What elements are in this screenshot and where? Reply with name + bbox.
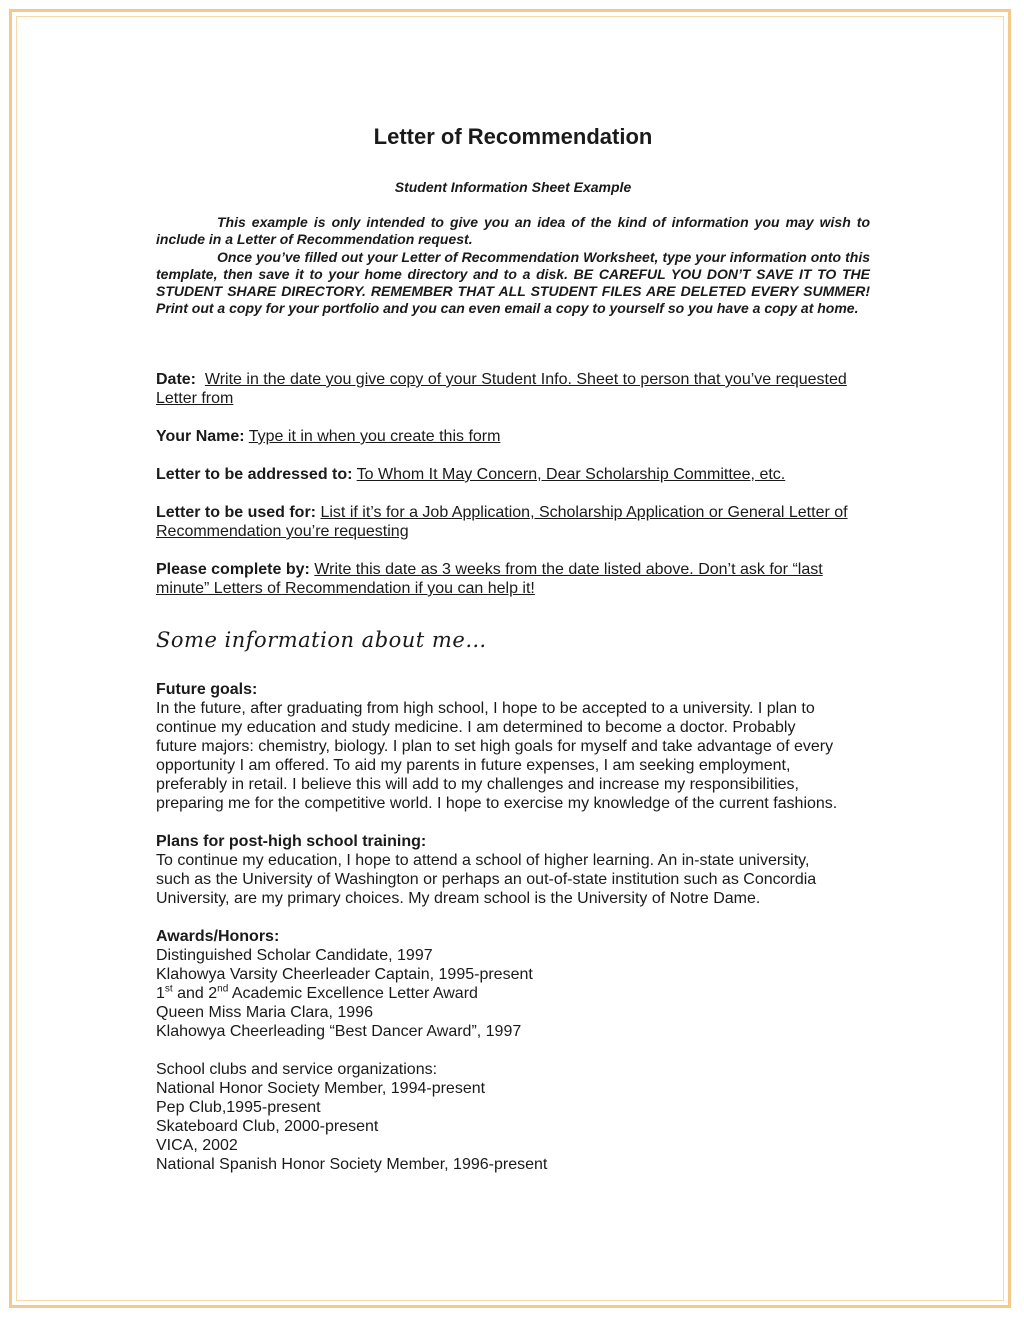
future-goals-section bbox=[156, 680, 870, 813]
award-item-academic bbox=[156, 984, 870, 1003]
field-complete-by bbox=[156, 560, 870, 598]
future-goals-line: continue my education and study medicine. I am determined to become a doctor. Probably bbox=[156, 719, 796, 736]
field-addressed bbox=[156, 465, 870, 484]
plans-heading: Plans for post-high school training: bbox=[156, 833, 427, 850]
academic-rest: Academic Excellence Letter Award bbox=[228, 985, 478, 1002]
field-used-for-value: List if it’s for a Job Application, Scholarship Application or General Letter of Recommendation you’re requesting bbox=[156, 504, 848, 540]
intro-paragraph-1: This example is only intended to give you an idea of the kind of information you may wish to include in a Letter of Recommendation request. bbox=[156, 214, 870, 248]
awards-heading: Awards/Honors: bbox=[156, 928, 280, 945]
plans-line: To continue my education, I hope to attend a school of higher learning. An in-state university, bbox=[156, 852, 810, 869]
clubs-heading: School clubs and service organizations: bbox=[156, 1061, 438, 1078]
field-name bbox=[156, 427, 870, 446]
field-addressed-label: Letter to be addressed to: bbox=[156, 466, 353, 483]
clubs-section bbox=[156, 1060, 870, 1174]
plans-section bbox=[156, 832, 870, 908]
field-date-label: Date: bbox=[156, 371, 197, 388]
academic-first: 1 bbox=[156, 985, 165, 1002]
future-goals-line: preparing me for the competitive world. I hope to exercise my knowledge of the current fashions. bbox=[156, 795, 838, 812]
future-goals-line: In the future, after graduating from high school, I hope to be accepted to a university. I plan to bbox=[156, 700, 815, 717]
field-date-value: Write in the date you give copy of your Student Info. Sheet to person that you’ve requested Letter from bbox=[156, 371, 847, 407]
club-item: Skateboard Club, 2000-present bbox=[156, 1118, 379, 1135]
future-goals-line: opportunity I am offered. To aid my parents in future expenses, I am seeking employment, bbox=[156, 757, 791, 774]
academic-second-suffix: nd bbox=[217, 983, 229, 995]
field-complete-by-label: Please complete by: bbox=[156, 561, 310, 578]
about-me-heading: Some information about me… bbox=[156, 628, 487, 652]
document-subtitle: Student Information Sheet Example bbox=[394, 179, 632, 195]
field-used-for-label: Letter to be used for: bbox=[156, 504, 317, 521]
award-item: Queen Miss Maria Clara, 1996 bbox=[156, 1004, 373, 1021]
plans-line: University, are my primary choices. My dream school is the University of Notre Dame. bbox=[156, 890, 761, 907]
field-addressed-value: To Whom It May Concern, Dear Scholarship Committee, etc. bbox=[356, 466, 786, 483]
plans-line: such as the University of Washington or perhaps an out-of-state institution such as Concordia bbox=[156, 871, 817, 888]
field-name-value: Type it in when you create this form bbox=[248, 428, 501, 445]
field-name-label: Your Name: bbox=[156, 428, 245, 445]
future-goals-heading: Future goals: bbox=[156, 681, 258, 698]
future-goals-line: future majors: chemistry, biology. I plan to set high goals for myself and take advantage of every bbox=[156, 738, 834, 755]
academic-first-suffix: st bbox=[164, 983, 173, 995]
club-item: VICA, 2002 bbox=[156, 1137, 238, 1154]
award-item: Distinguished Scholar Candidate, 1997 bbox=[156, 947, 433, 964]
academic-and: and 2 bbox=[172, 985, 218, 1002]
club-item: National Spanish Honor Society Member, 1996-present bbox=[156, 1156, 548, 1173]
field-complete-by-value: Write this date as 3 weeks from the date listed above. Don’t ask for “last minute” Letters of Recommendation if you can help it! bbox=[156, 561, 823, 597]
field-used-for bbox=[156, 503, 870, 541]
awards-section bbox=[156, 927, 870, 1041]
club-item: Pep Club,1995-present bbox=[156, 1099, 321, 1116]
club-item: National Honor Society Member, 1994-present bbox=[156, 1080, 486, 1097]
award-item: Klahowya Varsity Cheerleader Captain, 1995-present bbox=[156, 966, 533, 983]
field-date bbox=[156, 370, 870, 408]
document-title: Letter of Recommendation bbox=[373, 124, 653, 149]
intro-paragraph-2: Once you’ve filled out your Letter of Recommendation Worksheet, type your information onto this template, then save it to your home directory and to a disk. BE CAREFUL YOU DON’T SAVE IT TO THE STUDENT SHARE DIRECTORY. REMEMBER THAT ALL STUDENT FILES ARE DELETED EVERY SUMMER! Print out a copy for your portfolio and you can even email a copy to yourself so you have a copy at home. bbox=[156, 248, 870, 317]
future-goals-line: preferably in retail. I believe this will add to my challenges and increase my responsibilities, bbox=[156, 776, 799, 793]
award-item: Klahowya Cheerleading “Best Dancer Award”, 1997 bbox=[156, 1023, 522, 1040]
intro-text bbox=[156, 214, 870, 318]
